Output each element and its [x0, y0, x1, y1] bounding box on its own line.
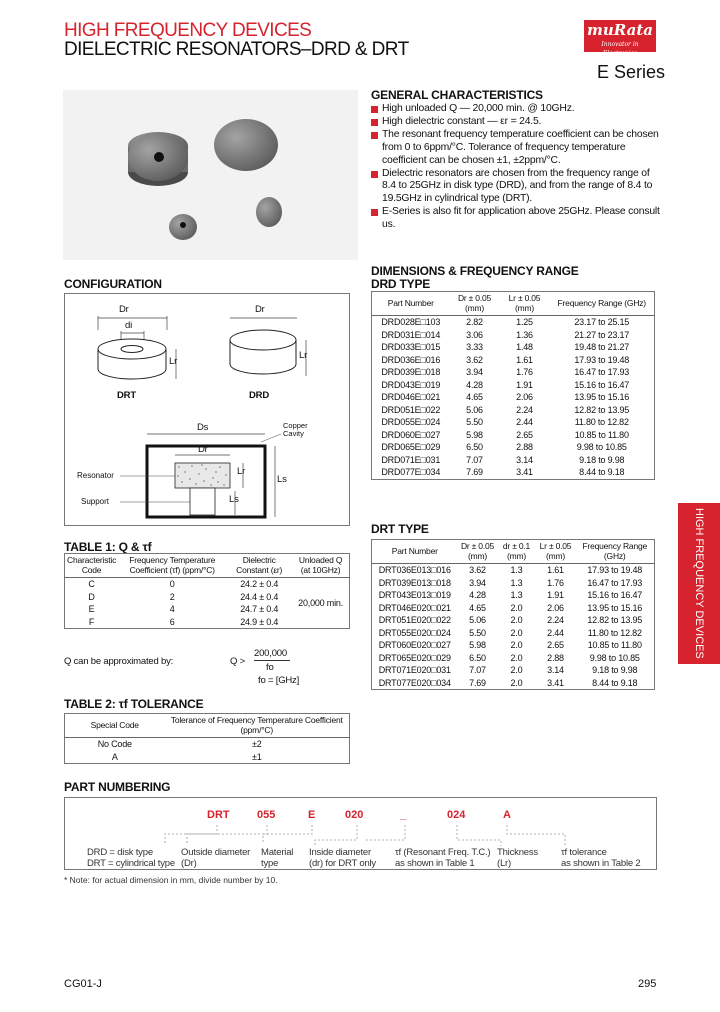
table-cell: 3.33: [466, 342, 483, 352]
expl-id-line1: Inside diameter: [309, 847, 371, 858]
table-cell: 24.4 ± 0.4: [240, 591, 279, 602]
table-cell: 7.07: [469, 665, 486, 675]
murata-logo: [584, 20, 656, 57]
expl-tf-line1: τf (Resonant Freq. T.C.): [395, 847, 491, 858]
table-cell: 24.7 ± 0.4: [240, 604, 279, 614]
q-approx-numerator: 200,000: [254, 648, 287, 659]
list-item: E-Series is also fit for application above 25GHz. Please consult us.: [371, 206, 663, 232]
expl-thickness-line1: Thickness: [497, 847, 538, 858]
page-title-line2: DIELECTRIC RESONATORS–DRD & DRT: [64, 39, 409, 60]
table-cell: 2.44: [547, 627, 564, 638]
table-cell: E: [88, 604, 95, 614]
unloaded-q-cell: 20,000 min.: [298, 597, 343, 608]
configuration-diagram: [64, 293, 350, 526]
expl-inside-diameter: [309, 848, 376, 869]
table-cell: 16.47 to 17.93: [587, 577, 643, 588]
list-item: Dielectric resonators are chosen from the frequency range of 8.4 to 25GHz in disk type (DRD), and from the range of 8.4 to 19.5GHz in cylindrical type (DRT).: [371, 168, 663, 207]
table-cell: 3.94: [466, 367, 483, 377]
table-cell: 3.06: [466, 329, 483, 340]
table-cell: 3.94: [469, 577, 486, 588]
table-row: [372, 589, 655, 602]
table-cell: DRD055E□024: [381, 417, 441, 427]
table-row: [372, 577, 655, 590]
table-cell: F: [88, 616, 95, 627]
table1: [64, 553, 350, 629]
table-cell: 12.82 to 13.95: [574, 404, 630, 415]
resonator-label: Resonator: [77, 471, 114, 480]
page-number: 295: [638, 978, 657, 990]
code-inside-diameter: 020: [345, 809, 364, 821]
table-row: [372, 639, 655, 652]
table-cell: 2.88: [547, 652, 564, 663]
footer-code: CG01-J: [64, 978, 102, 990]
q-approx-label: Q can be approximated by:: [64, 656, 174, 667]
dim-dr-label-drt: Dr: [119, 304, 129, 315]
table-row: [372, 454, 655, 467]
table-cell: 2.06: [516, 392, 533, 402]
table-cell: 4: [169, 604, 175, 614]
table-cell: 2.0: [510, 665, 523, 675]
table-row: [372, 354, 655, 367]
code-type: DRT: [207, 809, 230, 821]
table-cell: 2.44: [516, 417, 533, 427]
table-cell: DRT060E020□027: [378, 640, 451, 650]
table-cell: 2.24: [547, 615, 564, 625]
drt-type-heading: DRT TYPE: [371, 522, 429, 536]
code-outside-diameter: 055: [257, 809, 276, 821]
dim-lr-label-cavity: Lr: [237, 466, 246, 477]
table-cell: 5.50: [469, 627, 486, 638]
table-cell: 9.98 to 10.85: [589, 652, 640, 663]
table-cell: 1.91: [516, 379, 533, 390]
table-header: Special Code: [65, 714, 165, 738]
table-row: [372, 441, 655, 454]
table-row: [372, 404, 655, 417]
expl-thickness: [497, 848, 538, 869]
label-drt: DRT: [117, 390, 136, 401]
table-row: [372, 627, 655, 640]
table-row: [372, 391, 655, 404]
table-cell: 5.06: [469, 615, 486, 625]
table-header: Part Number: [372, 540, 458, 564]
dim-dr-label-cavity: Dr: [198, 444, 208, 455]
table-row: [372, 564, 655, 577]
list-item: The resonant frequency temperature coefficient can be chosen from 0 to 6ppm/°C. Tolerance of frequency temperature coefficient can be chosen ±1, ±2ppm/°C.: [371, 129, 663, 168]
table-cell: A: [111, 751, 118, 762]
series-label: E Series: [597, 62, 666, 82]
table-cell: DRD031E□014: [381, 329, 441, 340]
table-row: [372, 614, 655, 627]
table-row: [372, 341, 655, 354]
table-cell: 3.41: [547, 677, 564, 688]
dim-lr-label-drt: Lr: [169, 356, 178, 367]
table-cell: 0: [169, 579, 175, 589]
table-cell: 3.62: [469, 565, 486, 575]
expl-material-line2: type: [261, 857, 279, 869]
table-cell: 4.28: [466, 379, 483, 390]
table-cell: 5.98: [469, 640, 486, 650]
table-cell: 2.0: [510, 627, 523, 638]
table-header: Lr ± 0.05 (mm): [500, 292, 550, 316]
code-tf: _: [400, 809, 407, 821]
table-row: [372, 677, 655, 690]
table-cell: 2.0: [510, 677, 523, 688]
table-cell: ±1: [251, 751, 262, 762]
table-row: [372, 366, 655, 379]
table-cell: 2.0: [510, 640, 523, 650]
table-cell: DRD033E□015: [381, 342, 441, 352]
logo-brand: muRata: [587, 21, 653, 39]
dim-ls-label: Ls: [277, 474, 287, 485]
table-cell: 2: [169, 591, 175, 602]
expl-outside-diameter: [181, 848, 250, 869]
drt-table: [371, 539, 655, 690]
table-cell: 2.0: [510, 652, 523, 663]
table-cell: 1.25: [516, 317, 533, 327]
drd-table-body: [372, 316, 655, 480]
table-cell: DRT046E020□021: [378, 602, 451, 613]
table2-body: [65, 738, 350, 764]
table-cell: 1.3: [510, 590, 523, 600]
table-row: [65, 578, 350, 591]
table-cell: 1.76: [516, 367, 533, 377]
table-cell: 7.69: [469, 677, 486, 688]
table-cell: DRD077E□034: [381, 467, 441, 477]
table2: [64, 713, 350, 764]
table-cell: 3.14: [547, 665, 564, 675]
table-cell: 15.16 to 16.47: [587, 590, 643, 600]
table-cell: No Code: [97, 739, 132, 749]
table-row: [372, 329, 655, 342]
dim-ds-label: Ds: [197, 422, 209, 433]
table-header: Frequency Range (GHz): [576, 540, 655, 564]
expl-tf-line2: as shown in Table 1: [395, 857, 475, 869]
table-header: Unloaded Q (at 10GHz): [292, 554, 349, 578]
table-cell: DRD043E□019: [381, 379, 441, 390]
table-cell: 4.28: [469, 590, 486, 600]
part-numbering-box: [64, 797, 657, 870]
resonator-photo-illustration: [63, 90, 358, 260]
table-cell: 1.36: [516, 329, 533, 340]
table-cell: DRT039E013□018: [378, 577, 451, 588]
table-cell: 1.3: [510, 565, 523, 575]
dim-ls-label-support: Ls: [229, 494, 239, 505]
expl-thickness-line2: (Lr): [497, 857, 511, 869]
table-cell: 17.93 to 19.48: [587, 565, 643, 575]
list-item: High dielectric constant — εr = 24.5.: [371, 116, 663, 129]
q-approx-denominator: fo: [266, 662, 274, 673]
table-cell: C: [88, 579, 95, 589]
table-row: [372, 379, 655, 392]
table-cell: 9.18 to 9.98: [579, 454, 625, 465]
table1-body: [65, 578, 350, 629]
dim-dr-label-drd: Dr: [255, 304, 265, 315]
side-tab-label: HIGH FREQUENCY DEVICES: [693, 508, 705, 659]
table-cell: 3.14: [516, 454, 533, 465]
table-cell: 2.65: [547, 640, 564, 650]
logo-tagline: Innovator in Electronics: [601, 41, 639, 57]
table-cell: 11.80 to 12.82: [587, 627, 642, 638]
table-cell: 10.85 to 11.80: [587, 640, 642, 650]
expl-od-line2: (Dr): [181, 857, 197, 869]
table-cell: ±2: [251, 739, 262, 749]
table-header: Lr ± 0.05 (mm): [536, 540, 576, 564]
q-approx-divider: [254, 660, 290, 661]
table-cell: DRT036E013□016: [378, 565, 451, 575]
table-header: Frequency Temperature Coefficient (τf) (ppm/°C): [118, 554, 226, 578]
table-row: [372, 652, 655, 665]
table-cell: DRD046E□021: [381, 392, 441, 402]
table-cell: 11.80 to 12.82: [574, 417, 629, 427]
table-cell: 9.18 to 9.98: [592, 665, 638, 675]
code-tolerance: A: [503, 809, 511, 821]
table-cell: DRD065E□029: [381, 442, 441, 452]
table-cell: 7.69: [466, 467, 483, 477]
table-cell: DRT065E020□029: [378, 652, 451, 663]
expl-tolerance-line1: τf tolerance: [561, 847, 607, 858]
table-header: Dielectric Constant (εr): [226, 554, 292, 578]
table-row: [65, 751, 350, 764]
table-cell: DRT071E020□031: [378, 665, 451, 675]
expl-type-line2: DRT = cylindrical type: [87, 857, 175, 869]
footnote: * Note: for actual dimension in mm, divide number by 10.: [64, 875, 278, 885]
general-list: [371, 103, 663, 232]
table-cell: DRD028E□103: [381, 317, 441, 327]
table-cell: 24.2 ± 0.4: [240, 579, 279, 589]
table-cell: DRT051E020□022: [378, 615, 451, 625]
q-approx-unit: fo = [GHz]: [258, 675, 300, 686]
table-header: Frequency Range (GHz): [550, 292, 655, 316]
table-cell: 13.95 to 15.16: [587, 602, 643, 613]
dim-lr-label-drd: Lr: [299, 350, 308, 361]
table-header: Dr ± 0.05 (mm): [450, 292, 500, 316]
table1-heading: TABLE 1: Q & τf: [64, 540, 152, 554]
table-cell: DRD060E□027: [381, 429, 441, 440]
expl-material-line1: Material: [261, 847, 294, 858]
table-cell: D: [88, 591, 95, 602]
list-item: High unloaded Q — 20,000 min. @ 10GHz.: [371, 103, 663, 116]
table-cell: 5.06: [466, 404, 483, 415]
table-cell: 2.24: [516, 404, 533, 415]
table-cell: 16.47 to 17.93: [574, 367, 630, 377]
table-cell: 2.0: [510, 602, 523, 613]
code-thickness: 024: [447, 809, 466, 821]
table-cell: 1.3: [510, 577, 523, 588]
support-label: Support: [81, 497, 110, 506]
table-cell: 24.9 ± 0.4: [240, 616, 279, 627]
expl-od-line1: Outside diameter: [181, 847, 251, 858]
table-cell: DRD071E□031: [381, 454, 441, 465]
table-cell: 6.50: [469, 652, 486, 663]
table-cell: 6: [169, 616, 175, 627]
table-cell: 13.95 to 15.16: [574, 392, 630, 402]
table-cell: 15.16 to 16.47: [574, 379, 630, 390]
table-cell: DRT077E020□034: [378, 677, 451, 688]
table-cell: 17.93 to 19.48: [574, 354, 630, 365]
table-cell: 2.65: [516, 429, 533, 440]
table-header: Part Number: [372, 292, 450, 316]
expl-tolerance-line2: as shown in Table 2: [561, 857, 641, 869]
table-cell: 1.61: [516, 354, 533, 365]
table-cell: 10.85 to 11.80: [574, 429, 629, 440]
table-cell: 4.65: [466, 392, 483, 402]
table-cell: DRD039E□018: [381, 367, 441, 377]
table-row: [372, 429, 655, 442]
product-photo: [63, 90, 358, 260]
expl-type: [87, 848, 175, 869]
part-numbering-heading: PART NUMBERING: [64, 780, 171, 794]
table-cell: 23.17 to 25.15: [574, 317, 630, 327]
expl-tolerance: [561, 848, 640, 869]
table-header: Dr ± 0.05 (mm): [458, 540, 498, 564]
table-row: [372, 466, 655, 479]
table-header: dr ± 0.1 (mm): [498, 540, 536, 564]
dim-di-label: di: [125, 320, 132, 331]
table-cell: 2.88: [516, 442, 533, 452]
table-cell: DRT043E013□019: [378, 590, 451, 600]
q-approx-q: Q >: [230, 656, 245, 667]
table-cell: 21.27 to 23.17: [574, 329, 630, 340]
table-cell: 3.62: [466, 354, 483, 365]
drd-table: [371, 291, 655, 480]
table-row: [372, 416, 655, 429]
table-cell: DRD036E□016: [381, 354, 441, 365]
table2-heading: TABLE 2: τf TOLERANCE: [64, 697, 204, 711]
table-cell: 2.82: [466, 317, 483, 327]
expl-tf: [395, 848, 490, 869]
configuration-heading: CONFIGURATION: [64, 277, 162, 291]
table-cell: 1.48: [516, 342, 533, 352]
table-cell: 2.06: [547, 602, 564, 613]
table-cell: 8.44 to 9.18: [592, 677, 638, 688]
table-cell: 5.50: [466, 417, 483, 427]
table-cell: 1.91: [547, 590, 564, 600]
table-cell: 8.44 to 9.18: [579, 467, 625, 477]
table-cell: 4.65: [469, 602, 486, 613]
table-header: Tolerance of Frequency Temperature Coefficient (ppm/°C): [165, 714, 350, 738]
table-cell: DRT055E020□024: [378, 627, 451, 638]
table-cell: 5.98: [466, 429, 483, 440]
configuration-drawing: [65, 294, 349, 525]
table-cell: 6.50: [466, 442, 483, 452]
table-cell: 19.48 to 21.27: [574, 342, 630, 352]
table-cell: 3.41: [516, 467, 533, 477]
table-cell: 2.0: [510, 615, 523, 625]
expl-id-line2: (dr) for DRT only: [309, 857, 376, 869]
page-title-line1: HIGH FREQUENCY DEVICES: [64, 20, 312, 41]
table-cell: 1.61: [547, 565, 564, 575]
drt-table-body: [372, 564, 655, 690]
table-header: Characteristic Code: [65, 554, 119, 578]
table-row: [65, 738, 350, 751]
table-cell: 7.07: [466, 454, 483, 465]
table-row: [372, 664, 655, 677]
expl-type-line1: DRD = disk type: [87, 847, 153, 858]
table-cell: 12.82 to 13.95: [587, 615, 643, 625]
copper-cavity-label: Copper Cavity: [283, 421, 308, 438]
table-row: [372, 602, 655, 615]
table-cell: 1.76: [547, 577, 564, 588]
table-cell: 9.98 to 10.85: [576, 442, 627, 452]
code-material: E: [308, 809, 316, 821]
drd-type-heading: DRD TYPE: [371, 277, 431, 291]
dimensions-heading: DIMENSIONS & FREQUENCY RANGE: [371, 264, 579, 278]
table-row: [372, 316, 655, 329]
label-drd: DRD: [249, 390, 269, 401]
table-cell: DRD051E□022: [381, 404, 441, 415]
expl-material: [261, 848, 293, 869]
general-heading: GENERAL CHARACTERISTICS: [371, 88, 543, 102]
